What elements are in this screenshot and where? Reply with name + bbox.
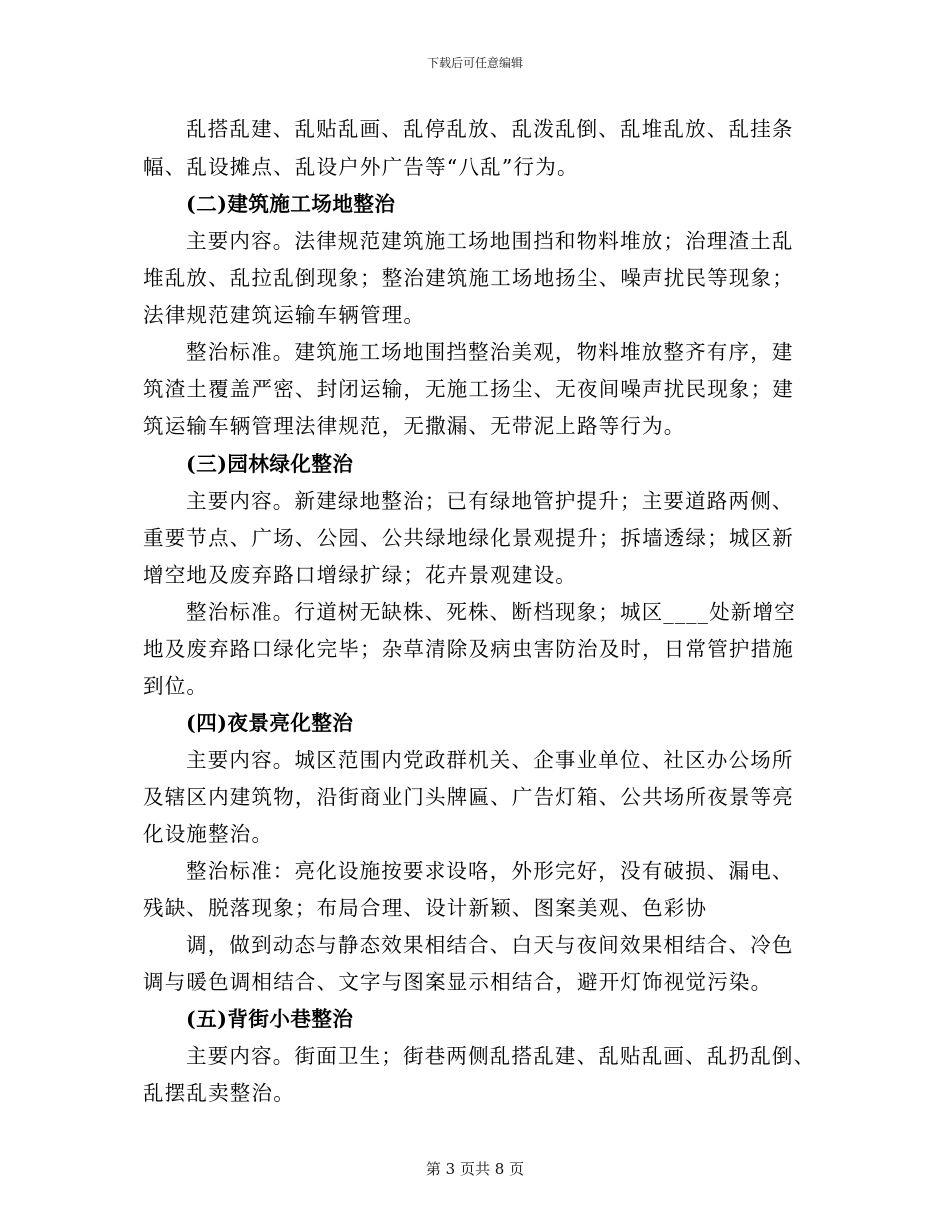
body-line: 主要内容。街面卫生；街巷两侧乱搭乱建、乱贴乱画、乱扔乱倒、: [186, 1044, 816, 1068]
body-line: 化设施整治。: [143, 822, 274, 846]
body-line: 重要节点、广场、公园、公共绿地绿化景观提升；拆墙透绿；城区新: [143, 526, 794, 550]
section-heading: (四)夜景亮化整治: [186, 711, 354, 735]
body-line: 法律规范建筑运输车辆管理。: [143, 303, 426, 327]
body-line: 及辖区内建筑物，沿街商业门头牌匾、广告灯箱、公共场所夜景等亮: [143, 785, 794, 809]
body-line: 主要内容。城区范围内党政群机关、企事业单位、社区办公场所: [186, 748, 794, 772]
body-line: 堆乱放、乱拉乱倒现象；整治建筑施工场地扬尘、噪声扰民等现象；: [143, 266, 794, 290]
section-heading: (五)背街小巷整治: [186, 1007, 354, 1031]
body-line: 乱搭乱建、乱贴乱画、乱停乱放、乱泼乱倒、乱堆乱放、乱挂条: [186, 117, 794, 141]
body-line: 乱摆乱卖整治。: [143, 1081, 295, 1105]
body-line: 幅、乱设摊点、乱设户外广告等“八乱”行为。: [143, 155, 579, 179]
body-line: 筑运输车辆管理法律规范，无撒漏、无带泥上路等行为。: [143, 414, 686, 438]
page-header: 下载后可任意编辑: [426, 56, 523, 70]
body-line: 地及废弃路口绿化完毕；杂草清除及病虫害防治及时，日常管护措施: [143, 637, 794, 661]
section-heading: (二)建筑施工场地整治: [186, 192, 396, 216]
page-footer: 第 3 页共 8 页: [425, 1160, 525, 1178]
body-line: 残缺、脱落现象；布局合理、设计新颖、图案美观、色彩协: [143, 896, 708, 920]
body-line: 整治标准：亮化设施按要求设咯，外形完好，没有破损、漏电、: [186, 859, 794, 883]
body-line: 到位。: [143, 674, 209, 698]
body-line: 增空地及废弃路口增绿扩绿；花卉景观建设。: [143, 563, 577, 587]
section-heading: (三)园林绿化整治: [186, 452, 354, 476]
body-line: 调与暖色调相结合、文字与图案显示相结合，避开灯饰视觉污染。: [143, 970, 773, 994]
body-line: 整治标准。建筑施工场地围挡整治美观，物料堆放整齐有序，建: [186, 340, 794, 364]
body-line: 筑渣土覆盖严密、封闭运输，无施工扬尘、无夜间噪声扰民现象；建: [143, 377, 794, 401]
body-line: 主要内容。法律规范建筑施工场地围挡和物料堆放；治理渣土乱: [186, 229, 794, 253]
body-line: 调，做到动态与静态效果相结合、白天与夜间效果相结合、冷色: [186, 933, 794, 957]
body-line: 主要内容。新建绿地整治；已有绿地管护提升；主要道路两侧、: [186, 489, 794, 513]
body-line: 整治标准。行道树无缺株、死株、断档现象；城区____处新增空: [186, 600, 796, 624]
